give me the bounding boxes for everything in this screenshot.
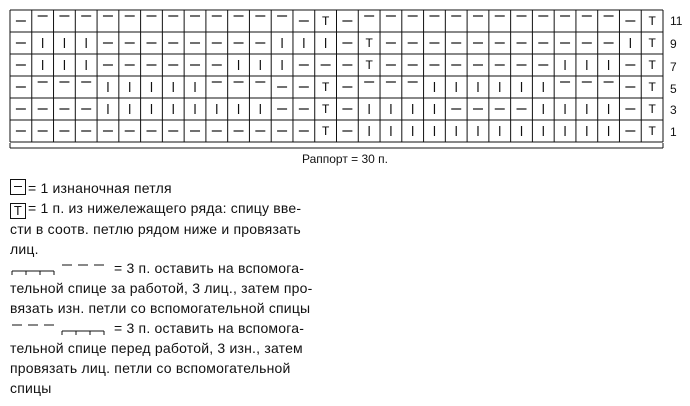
row-number-11: 11 xyxy=(670,14,683,28)
legend-purl xyxy=(10,178,172,198)
t-stitch-mark: T xyxy=(648,80,656,94)
legend-t-line3: лиц. xyxy=(10,241,39,257)
t-stitch-mark: T xyxy=(321,102,330,116)
row-number-5: 5 xyxy=(670,82,677,96)
t-stitch-mark: T xyxy=(321,80,330,94)
legend-cable-back xyxy=(10,258,312,318)
t-stitch-mark: T xyxy=(648,124,656,138)
t-stitch-mark: T xyxy=(365,36,373,50)
row-number-9: 9 xyxy=(670,37,677,51)
legend-cable-back-line2: тельной спице за работой, 3 лиц., затем про- xyxy=(10,280,313,296)
legend-t-line1: = 1 п. из нижележащего ряда: спицу вве- xyxy=(28,200,302,216)
t-stitch-mark: T xyxy=(648,58,656,72)
repeat-label: Раппорт = 30 п. xyxy=(301,152,389,166)
knitting-chart xyxy=(0,0,690,170)
cable-back-symbol-icon xyxy=(10,262,110,276)
legend-cable-front-line1: = 3 п. оставить на вспомога- xyxy=(114,320,305,336)
purl-symbol-icon xyxy=(10,179,26,195)
t-stitch-mark: T xyxy=(648,14,656,28)
t-stitch-symbol-icon: T xyxy=(10,203,26,219)
row-number-1: 1 xyxy=(670,125,677,139)
row-number-3: 3 xyxy=(670,103,677,117)
legend-cable-front xyxy=(10,318,304,398)
legend-t-line2: сти в соотв. петлю рядом ниже и провязать xyxy=(10,221,301,237)
legend-t-stitch xyxy=(10,198,301,259)
legend-cable-front-line3: провязать лиц. петли со вспомогательной xyxy=(10,360,291,376)
t-stitch-mark: T xyxy=(648,36,656,50)
legend-cable-back-line3: вязать изн. петли со вспомогательной спицы xyxy=(10,300,311,316)
t-stitch-mark: T xyxy=(365,58,373,72)
cable-front-symbol-icon xyxy=(10,322,110,336)
legend-cable-back-line1: = 3 п. оставить на вспомога- xyxy=(114,260,305,276)
legend-purl-text: = 1 изнаночная петля xyxy=(28,180,172,196)
t-stitch-mark: T xyxy=(321,124,330,138)
legend-cable-front-line4: спицы xyxy=(10,380,52,396)
legend-cable-front-line2: тельной спице перед работой, 3 изн., затем xyxy=(10,340,303,356)
t-stitch-mark: T xyxy=(321,14,330,28)
t-stitch-mark: T xyxy=(648,102,656,116)
row-number-7: 7 xyxy=(670,60,677,74)
